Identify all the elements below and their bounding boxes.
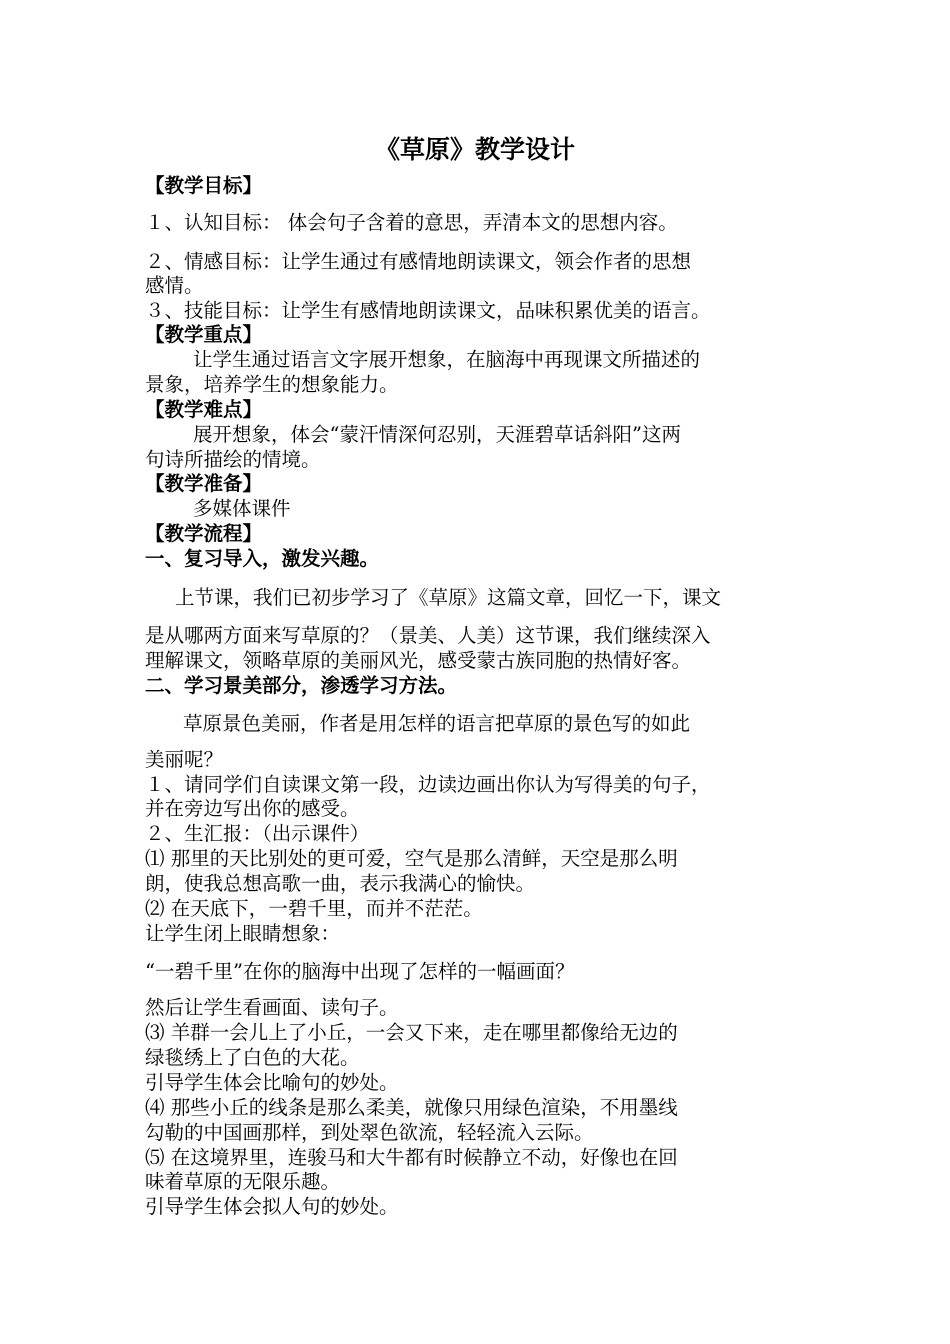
difficulty-line1: 展开想象，体会“蒙汗情深何忍别，天涯碧草话斜阳”这两 (193, 423, 681, 446)
part2-heading: 二、学习景美部分，渗透学习方法。 (145, 674, 458, 697)
sentence3-line1: ⑶ 羊群一会儿上了小丘，一会又下来，走在哪里都像给无边的 (145, 1021, 678, 1044)
sentence1-line2: 朗，使我总想高歌一曲，表示我满心的愉快。 (145, 872, 536, 895)
preparation-line1: 多媒体课件 (193, 497, 291, 520)
part1-line3: 理解课文，领略草原的美丽风光，感受蒙古族同胞的热情好客。 (145, 649, 692, 672)
page-title: 《草原》教学设计 (374, 135, 575, 164)
difficulty-heading: 【教学难点】 (145, 398, 263, 421)
objectives-heading: 【教学目标】 (145, 174, 263, 197)
sentence4-line2: 勾勒的中国画那样，到处翠色欲流，轻轻流入云际。 (145, 1121, 594, 1144)
objective-cognitive: １、认知目标： 体会句子含着的意思，弄清本文的思想内容。 (145, 211, 678, 234)
step2: ２、生汇报：（出示课件） (145, 822, 370, 845)
part1-heading: 一、复习导入，激发兴趣。 (145, 547, 380, 570)
sentence2: ⑵ 在天底下，一碧千里，而并不茫茫。 (145, 897, 483, 920)
process-heading: 【教学流程】 (145, 522, 263, 545)
sentence4-line1: ⑷ 那些小丘的线条是那么柔美，就像只用绿色渲染，不用墨线 (145, 1096, 678, 1119)
sentence3-line2: 绿毯绣上了白色的大花。 (145, 1046, 360, 1069)
focus-line2: 景象，培养学生的想象能力。 (145, 373, 399, 396)
part2-intro-line2: 美丽呢？ (145, 748, 224, 771)
view-read: 然后让学生看画面、读句子。 (145, 996, 399, 1019)
objective-emotional-line2: 感情。 (145, 274, 204, 297)
focus-line1: 让学生通过语言文字展开想象，在脑海中再现课文所描述的 (193, 348, 701, 371)
part1-line1: 上节课，我们已初步学习了《草原》这篇文章，回忆一下，课文 (175, 586, 722, 609)
step1-line2: 并在旁边写出你的感受。 (145, 797, 360, 820)
objective-skill: ３、技能目标：让学生有感情地朗读课文，品味积累优美的语言。 (145, 299, 711, 322)
close-eyes: 让学生闭上眼睛想象： (145, 922, 341, 945)
difficulty-line2: 句诗所描绘的情境。 (145, 448, 321, 471)
sentence1-line1: ⑴ 那里的天比别处的更可爱，空气是那么清鲜，天空是那么明 (145, 847, 678, 870)
imagine-question: “一碧千里”在你的脑海中出现了怎样的一幅画面？ (145, 960, 575, 983)
sentence5-line1: ⑸ 在这境界里，连骏马和大牛都有时候静立不动，好像也在回 (145, 1146, 678, 1169)
step1-line1: １、请同学们自读课文第一段，边读边画出你认为写得美的句子， (145, 773, 711, 796)
preparation-heading: 【教学准备】 (145, 472, 263, 495)
guide-simile: 引导学生体会比喻句的妙处。 (145, 1071, 399, 1094)
objective-emotional-line1: ２、情感目标：让学生通过有感情地朗读课文，领会作者的思想 (145, 250, 692, 273)
guide-personification: 引导学生体会拟人句的妙处。 (145, 1195, 399, 1218)
focus-heading: 【教学重点】 (145, 323, 263, 346)
part1-line2: 是从哪两方面来写草原的？（景美、人美）这节课，我们继续深入 (145, 624, 711, 647)
sentence5-line2: 味着草原的无限乐趣。 (145, 1170, 341, 1193)
part2-intro-line1: 草原景色美丽，作者是用怎样的语言把草原的景色写的如此 (183, 712, 691, 735)
